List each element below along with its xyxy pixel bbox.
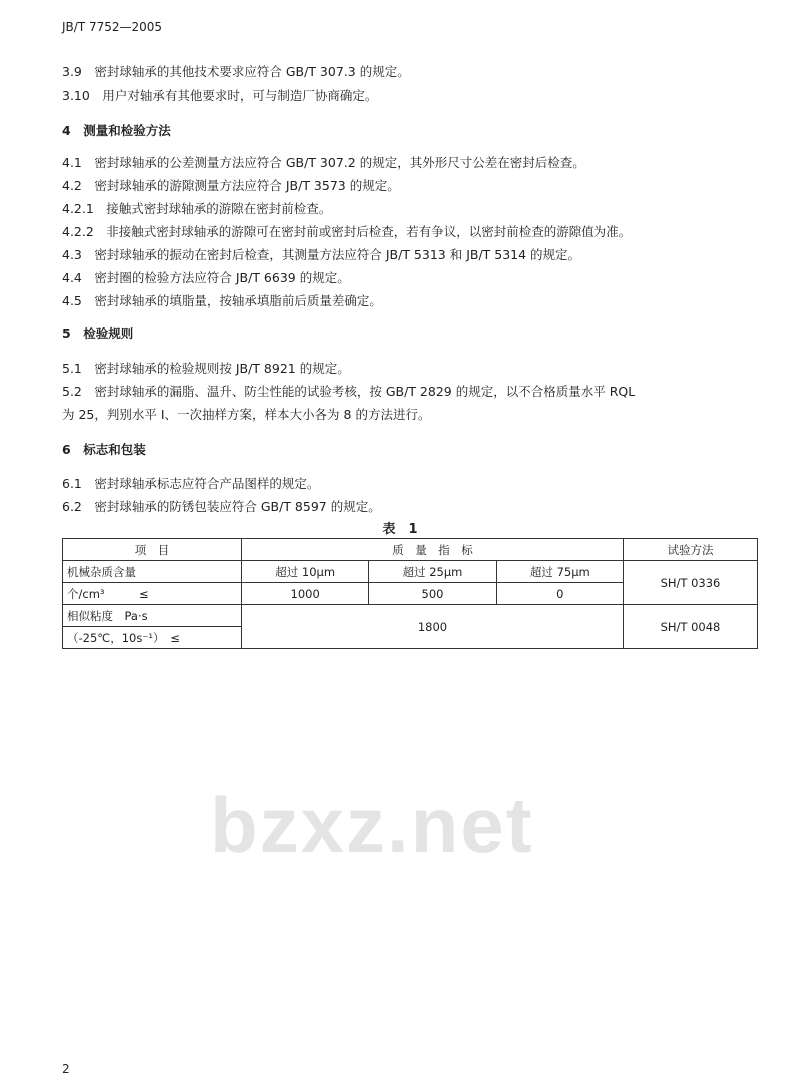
row1-value-1: 1000 <box>242 583 369 605</box>
clause-4-2-2: 4.2.2 非接触式密封球轴承的游隙可在密封前或密封后检查，若有争议，以密封前检查的游隙值为准。 <box>62 224 632 239</box>
row1-value-3: 0 <box>496 583 623 605</box>
clause-5-2-cont: 为 25，判别水平 I、一次抽样方案，样本大小各为 8 的方法进行。 <box>62 407 431 422</box>
clause-4-2-1: 4.2.1 接触式密封球轴承的游隙在密封前检查。 <box>62 201 332 216</box>
section-4-heading: 4 测量和检验方法 <box>62 123 171 138</box>
clause-5-2: 5.2 密封球轴承的漏脂、温升、防尘性能的试验考核，按 GB/T 2829 的规定，以不合格质量水平 RQL <box>62 384 636 399</box>
page-number: 2 <box>62 1062 70 1076</box>
row2-condition: （-25℃，10s⁻¹） ≤ <box>63 627 242 649</box>
row1-item: 机械杂质含量 <box>63 561 242 583</box>
table-caption: 表 1 <box>382 522 418 537</box>
clause-4-4: 4.4 密封圈的检验方法应符合 JB/T 6639 的规定。 <box>62 270 350 285</box>
quality-table <box>62 538 758 649</box>
clause-6-1: 6.1 密封球轴承标志应符合产品图样的规定。 <box>62 476 320 491</box>
standard-number-header: JB/T 7752—2005 <box>62 20 163 34</box>
row2-value: 1800 <box>242 605 624 649</box>
row1-sub-1: 超过 10μm <box>242 561 369 583</box>
row2-item: 相似粘度 Pa·s <box>63 605 242 627</box>
row1-sub-2: 超过 25μm <box>369 561 496 583</box>
clause-6-2: 6.2 密封球轴承的防锈包装应符合 GB/T 8597 的规定。 <box>62 499 381 514</box>
clause-4-5: 4.5 密封球轴承的填脂量，按轴承填脂前后质量差确定。 <box>62 293 382 308</box>
row1-method: SH/T 0336 <box>624 561 758 605</box>
header-test-method: 试验方法 <box>624 539 758 561</box>
row1-sub-3: 超过 75μm <box>496 561 623 583</box>
clause-3-9: 3.9 密封球轴承的其他技术要求应符合 GB/T 307.3 的规定。 <box>62 64 410 79</box>
clause-4-1: 4.1 密封球轴承的公差测量方法应符合 GB/T 307.2 的规定，其外形尺寸公差在密封后检查。 <box>62 155 585 170</box>
clause-4-2: 4.2 密封球轴承的游隙测量方法应符合 JB/T 3573 的规定。 <box>62 178 400 193</box>
row1-value-2: 500 <box>369 583 496 605</box>
header-item: 项 目 <box>63 539 242 561</box>
section-6-heading: 6 标志和包装 <box>62 442 146 457</box>
section-5-heading: 5 检验规则 <box>62 326 134 341</box>
clause-3-10: 3.10 用户对轴承有其他要求时，可与制造厂协商确定。 <box>62 88 378 103</box>
header-quality-index: 质 量 指 标 <box>242 539 624 561</box>
row2-method: SH/T 0048 <box>624 605 758 649</box>
clause-5-1: 5.1 密封球轴承的检验规则按 JB/T 8921 的规定。 <box>62 361 350 376</box>
row1-unit: 个/cm³ ≤ <box>63 583 242 605</box>
clause-4-3: 4.3 密封球轴承的振动在密封后检查，其测量方法应符合 JB/T 5313 和 JB/T 5314 的规定。 <box>62 247 581 262</box>
watermark: bzxz.net <box>210 781 534 869</box>
